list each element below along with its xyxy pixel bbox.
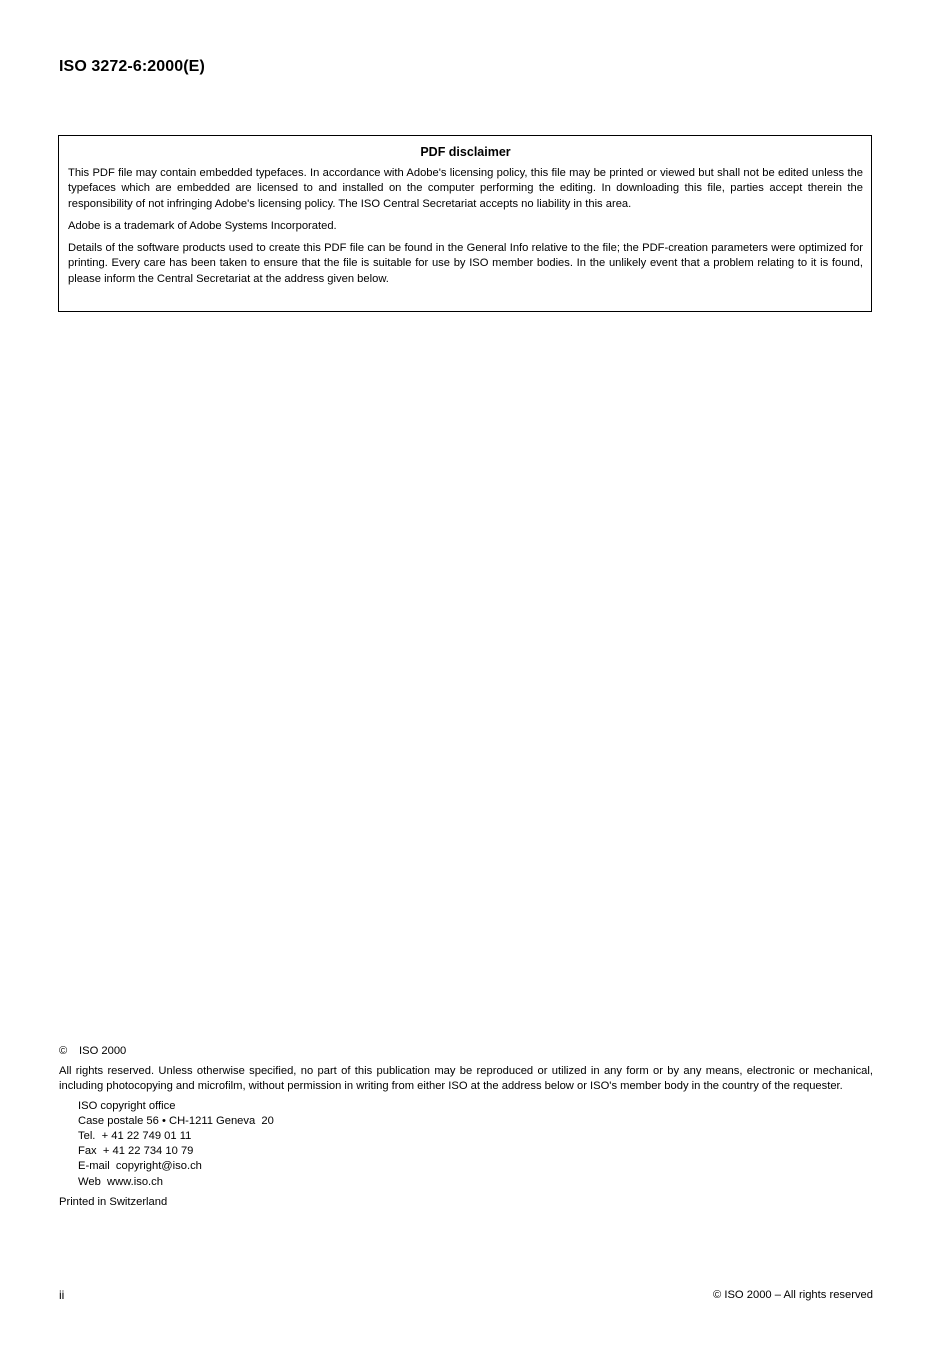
address-fax: Fax + 41 22 734 10 79 [78, 1145, 194, 1158]
disclaimer-title: PDF disclaimer [420, 145, 511, 159]
iso-address-block [78, 1099, 873, 1190]
printed-in: Printed in Switzerland [59, 1195, 168, 1208]
disclaimer-paragraph-details: Details of the software products used to create this PDF file can be found in the General Info relative to the file; the PDF-creation parameters were optimized for printing. Every care has been taken to ensure that the file is suitable for use by ISO member bodies. In the unlikely event that a problem relating to it is found, please inform the Central Secretariat at the address given below. [68, 242, 863, 285]
address-telephone: Tel. + 41 22 749 01 11 [78, 1130, 192, 1143]
pdf-disclaimer-box [58, 135, 872, 312]
disclaimer-paragraph-typefaces: This PDF file may contain embedded typefaces. In accordance with Adobe's licensing policy, this file may be printed or viewed but shall not be edited unless the typefaces which are embedded are licensed to and installed on the computer performing the editing. In downloading this file, parties accept therein the responsibility of not infringing Adobe's licensing policy. The ISO Central Secretariat accepts no liability in this area. [68, 167, 863, 210]
address-email: E-mail copyright@iso.ch [78, 1160, 202, 1173]
copyright-block [59, 1044, 873, 1210]
rights-reserved-text: All rights reserved. Unless otherwise specified, no part of this publication may be reproduced or utilized in any form or by any means, electronic or mechanical, including photocopying and microfilm, without permission in writing from either ISO at the address below or ISO's member body in the country of the requester. [59, 1065, 873, 1093]
page-number: ii [59, 1288, 65, 1302]
document-id-header: ISO 3272-6:2000(E) [59, 58, 205, 75]
copyright-symbol: © [59, 1045, 68, 1057]
footer-rights: © ISO 2000 – All rights reserved [713, 1289, 873, 1301]
address-office: ISO copyright office [78, 1099, 176, 1112]
address-web: Web www.iso.ch [78, 1175, 163, 1188]
copyright-year: ISO 2000 [79, 1045, 127, 1057]
disclaimer-paragraph-trademark: Adobe is a trademark of Adobe Systems Incorporated. [68, 219, 337, 232]
address-postal: Case postale 56 • CH-1211 Geneva 20 [78, 1114, 274, 1127]
copyright-line [59, 1044, 873, 1059]
